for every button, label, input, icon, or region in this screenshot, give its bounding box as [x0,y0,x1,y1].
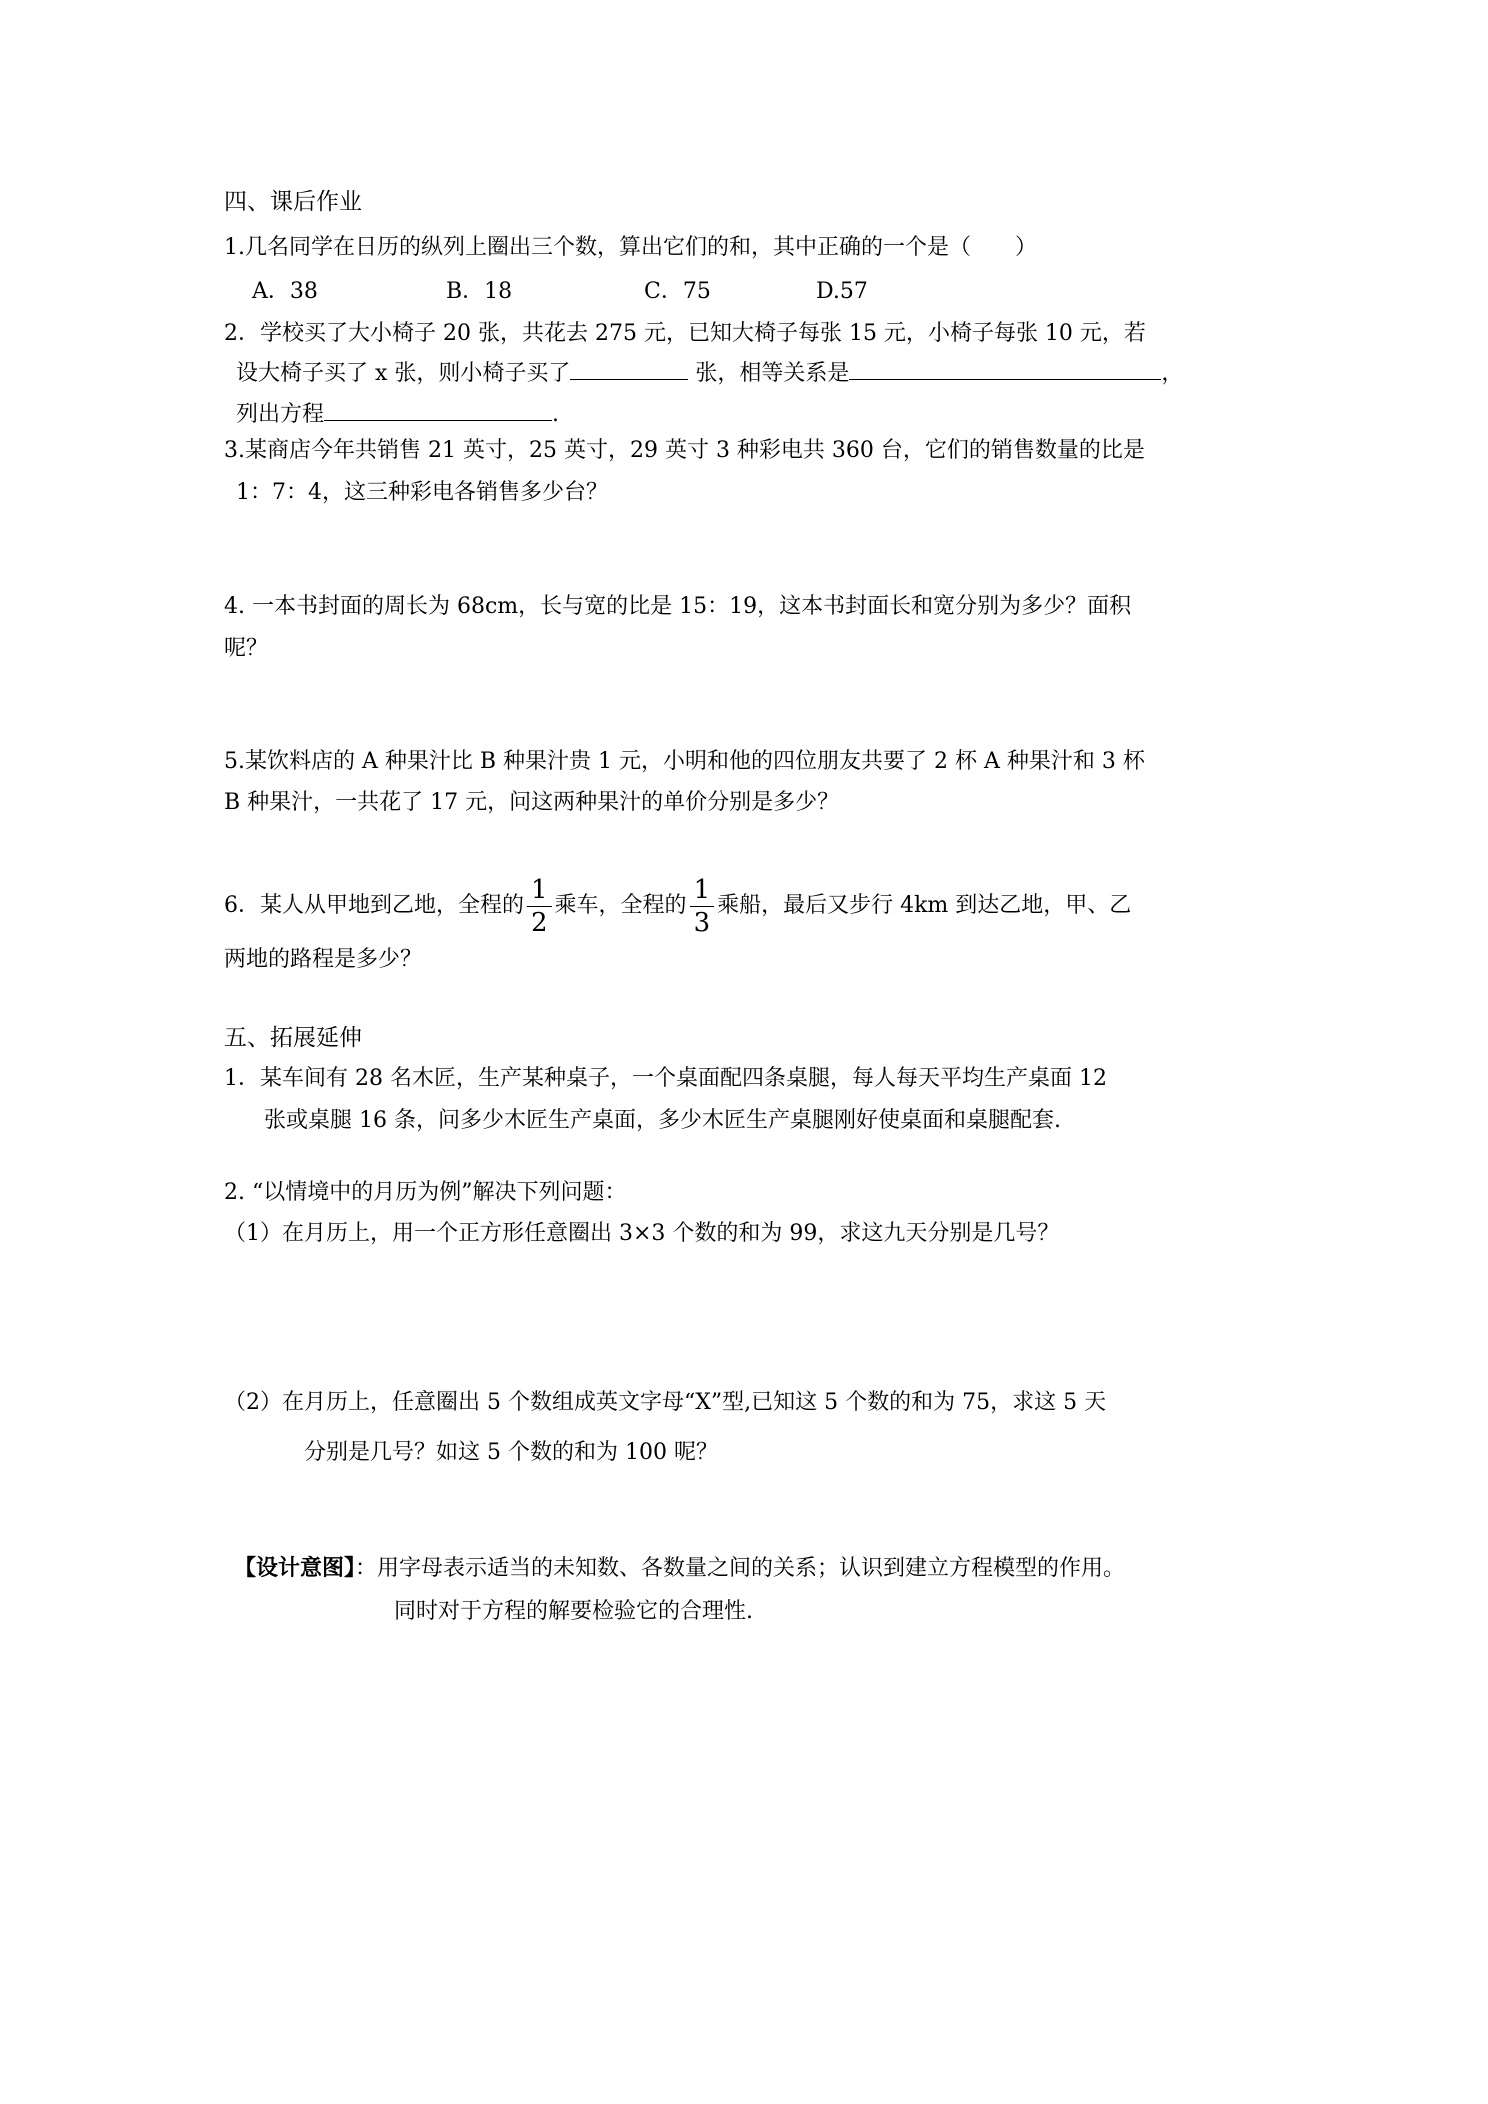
question-6-line-1 [224,870,1131,942]
answer-blank-equation [324,398,552,421]
extension-2-part-2-line-1: （2）在月历上，任意圈出 5 个数组成英文字母“X”型,已知这 5 个数的和为 75，求这 5 天 [224,1390,1107,1415]
design-intent-label: 【设计意图】 [234,1555,356,1581]
question-2-text: 设大椅子买了 x 张，则小椅子买了 [236,361,571,386]
question-2-line-1: 2．学校买了大小椅子 20 张，共花去 275 元，已知大椅子每张 15 元，小椅子每张 10 元，若 [224,321,1146,346]
fraction-one-half [527,874,552,938]
fraction-numerator: 1 [693,874,711,905]
design-intent-text: ：用字母表示适当的未知数、各数量之间的关系；认识到建立方程模型的作用。 [355,1556,1126,1581]
option-d: D.57 [816,279,868,304]
question-5-line-2: B 种果汁，一共花了 17 元，问这两种果汁的单价分别是多少？ [224,790,840,815]
question-6-text: 乘车，全程的 [554,893,687,918]
extension-1-line-1: 1．某车间有 28 名木匠，生产某种桌子，一个桌面配四条桌腿，每人每天平均生产桌面 12 [224,1066,1107,1091]
question-5-line-1: 5.某饮料店的 A 种果汁比 B 种果汁贵 1 元，小明和他的四位朋友共要了 2 杯 A 种果汁和 3 杯 [224,749,1145,774]
question-2-line-2 [236,357,1183,389]
extension-2-title: 2. “以情境中的月历为例”解决下列问题： [224,1180,627,1205]
question-2-text: ， [1161,361,1184,386]
section-5-title: 五、拓展延伸 [224,1025,362,1051]
question-2-text: . [552,402,560,427]
design-intent-line-2: 同时对于方程的解要检验它的合理性. [394,1599,753,1624]
question-6-text: 乘船，最后又步行 4km 到达乙地，甲、乙 [717,893,1132,918]
question-3-line-2: 1：7：4，这三种彩电各销售多少台？ [236,480,608,505]
answer-blank-relation [849,357,1161,380]
question-6-line-2: 两地的路程是多少？ [224,947,423,972]
option-b: B．18 [446,279,513,304]
design-intent-line-1 [234,1553,1125,1584]
fraction-denominator: 2 [527,906,552,936]
extension-2-part-1: （1）在月历上，用一个正方形任意圈出 3×3 个数的和为 99，求这九天分别是几号？ [224,1221,1060,1246]
option-a: A．38 [252,279,318,304]
question-2-line-3 [236,398,559,430]
section-4-title: 四、课后作业 [224,189,362,215]
extension-1-line-2: 张或桌腿 16 条，问多少木匠生产桌面，多少木匠生产桌腿刚好使桌面和桌腿配套. [264,1108,1061,1133]
question-4-line-1: 4. 一本书封面的周长为 68cm，长与宽的比是 15：19，这本书封面长和宽分别为多少？面积 [224,594,1132,619]
fraction-denominator: 3 [690,906,715,936]
fraction-numerator: 1 [531,874,548,905]
question-2-text: 列出方程 [236,402,325,427]
question-4-line-2: 呢？ [224,636,269,661]
option-c: C．75 [644,279,711,304]
question-2-text: 张，相等关系是 [695,361,850,386]
answer-blank-chairs [570,357,688,380]
question-6-text: 6．某人从甲地到乙地，全程的 [224,893,524,918]
question-1-options [252,277,868,307]
question-3-line-1: 3.某商店今年共销售 21 英寸，25 英寸，29 英寸 3 种彩电共 360 台，它们的销售数量的比是 [224,438,1145,463]
extension-2-part-2-line-2: 分别是几号？如这 5 个数的和为 100 呢？ [304,1440,718,1465]
fraction-one-third [690,874,715,938]
question-1: 1.几名同学在日历的纵列上圈出三个数，算出它们的和，其中正确的一个是（ ） [224,235,1037,260]
